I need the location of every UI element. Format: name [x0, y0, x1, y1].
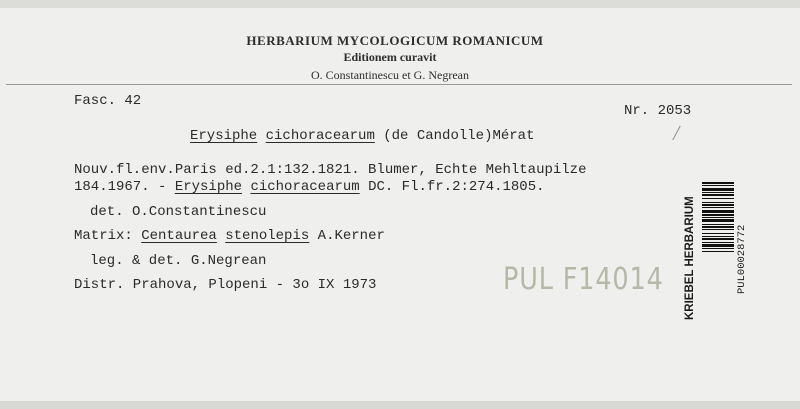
barcode-bar [702, 226, 734, 228]
collector: leg. & det. G.Negrean [90, 253, 267, 269]
distribution: Distr. Prahova, Plopeni - 3o IX 1973 [74, 277, 377, 293]
barcode-bar [702, 229, 734, 230]
barcode-bar [702, 210, 734, 213]
determiner: det. O.Constantinescu [90, 204, 267, 220]
barcode-bar [702, 202, 734, 203]
barcode-bar [702, 233, 734, 234]
barcode-bar [702, 244, 734, 247]
paper-edge-top [0, 0, 800, 8]
barcode-bar [702, 242, 734, 243]
barcode-label [676, 180, 770, 325]
barcode-bar [702, 207, 734, 208]
barcode-bar [702, 217, 734, 218]
barcode-bar [702, 182, 734, 184]
handwritten-accession: PUL F14014 [503, 262, 664, 297]
host-genus: Centaurea [141, 228, 217, 244]
barcode-bar [702, 238, 734, 240]
paper-edge-bottom [0, 401, 800, 409]
barcode-bar [702, 185, 734, 186]
matrix-line: Matrix: Centaurea stenolepis A.Kerner [74, 228, 385, 244]
barcode-bar [702, 204, 734, 206]
barcode-bar [702, 236, 734, 237]
taxon-authority: (de Candolle)Mérat [383, 128, 535, 144]
host-species: stenolepis [225, 228, 310, 244]
barcode-bar [702, 194, 734, 196]
barcode-bar [702, 224, 734, 225]
edition-subtitle: Editionem curavit [343, 50, 437, 64]
editors: O. Constantinescu et G. Negrean [311, 68, 469, 82]
header-divider [6, 84, 792, 85]
taxon-species: cichoracearum [265, 128, 375, 144]
exsiccata-number: Nr. 2053 [624, 103, 692, 119]
barcode-number: PUL00028772 [736, 224, 748, 294]
barcode-bar [702, 248, 734, 249]
barcode-herbarium-name: KRIEBEL HERBARIUM [684, 196, 696, 320]
herbarium-title: HERBARIUM MYCOLOGICUM ROMANICUM [246, 33, 544, 48]
barcode-bar [702, 188, 734, 191]
reference-line-2: 184.1967. - Erysiphe cichoracearum DC. Fl.fr.2:274.1805. [74, 179, 545, 195]
taxon-name [190, 128, 534, 144]
fascicle-number: Fasc. 42 [74, 93, 142, 109]
barcode-bar [702, 192, 734, 193]
barcode-bar [702, 219, 734, 222]
barcode-bar [702, 198, 734, 199]
barcode-bar [702, 251, 734, 252]
barcode [702, 180, 734, 320]
reference-line-1: Nouv.fl.env.Paris ed.2.1:132.1821. Blumer, Echte Mehltaupilze [74, 162, 587, 178]
barcode-bar [702, 214, 734, 216]
pencil-mark [672, 126, 680, 141]
taxon-genus: Erysiphe [190, 128, 258, 144]
